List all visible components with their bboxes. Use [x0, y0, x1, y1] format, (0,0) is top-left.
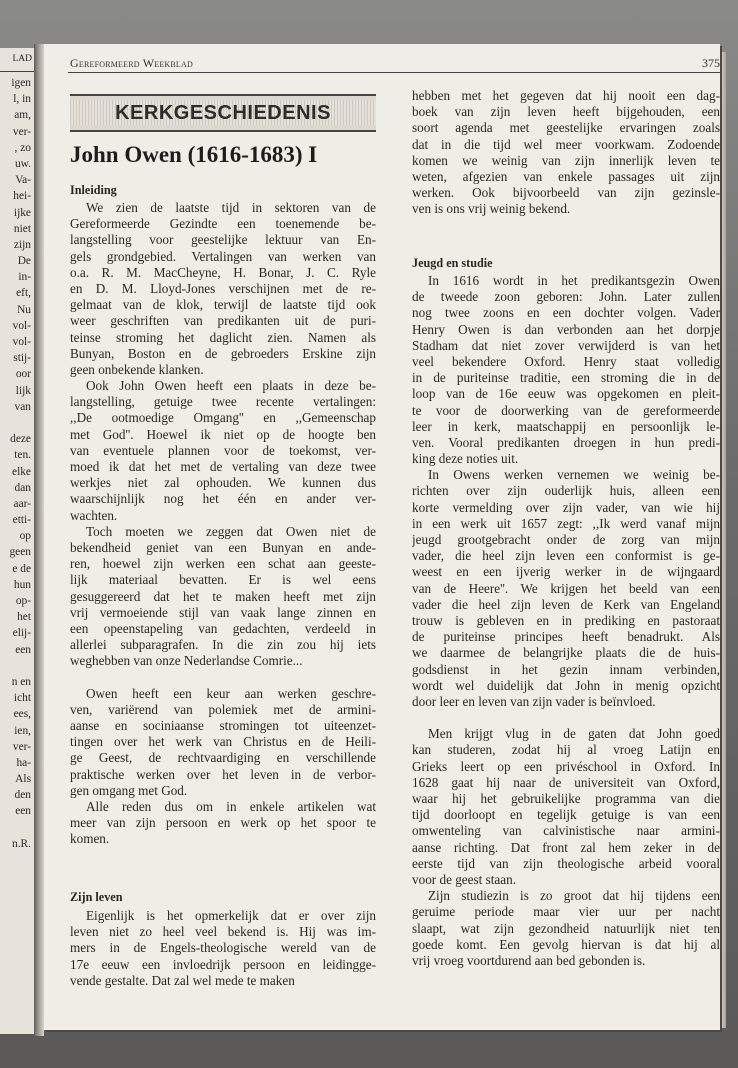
text-line: vrij vroeg voortdurend aan bed gebonden is.	[412, 952, 646, 968]
text-line: teinse stroming het daglicht zien. Namen als	[70, 329, 376, 345]
text-line: gelmaat van de klok, terwijl de laatste tijd ook	[70, 297, 376, 313]
left-column-text	[70, 200, 376, 848]
text-line: aanse en sociniaanse stromingen tot uiteenzet-	[70, 718, 376, 733]
previous-page-line: icht	[13, 692, 31, 705]
text-line: door leer en leven van zijn vader is beïnvloed.	[412, 693, 656, 709]
text-line: lijk materiaal bevatten. Er is wel eens	[70, 572, 376, 588]
text-line: waarschijnlijk nog het één en ander ver-	[70, 491, 376, 507]
article-title: John Owen (1616-1683) I	[70, 142, 318, 167]
paragraph	[70, 686, 376, 799]
text-line: tingen over het werk van Christus en de Heili-	[70, 734, 376, 750]
previous-page-line: ver-	[12, 125, 31, 138]
previous-page-line: zijn	[13, 238, 31, 251]
paragraph	[70, 200, 376, 378]
previous-page-line: geen	[9, 546, 31, 559]
text-line: slaapt, wat zijn gezondheid natuurlijk niet ten	[412, 920, 720, 936]
text-line: hebben met het gegeven dat hij nooit een dag-	[412, 88, 720, 103]
text-line: Zijn studiezin is zo groot dat hij tijdens een	[428, 888, 720, 904]
text-line: Grieks leert op een privéschool in Oxford. In	[412, 758, 720, 774]
text-line: meer van zijn persoon en werk op het spoor te	[70, 815, 376, 831]
text-line: gen omgang met God.	[70, 782, 188, 798]
text-line: We zien de laatste tijd in sektoren van de	[86, 200, 376, 215]
right-column-text-2	[412, 273, 720, 969]
previous-page-line: niet	[13, 222, 31, 235]
text-line: komen we weinig van zijn innerlijk leven te	[412, 152, 720, 168]
text-line: weten, afgezien van enkele passages uit zijn	[412, 168, 720, 184]
previous-page-line: een	[15, 643, 31, 656]
previous-page-line: in-	[18, 271, 31, 284]
previous-page-line: op	[19, 530, 31, 543]
text-line: tijd doorloopt en tegelijk getuige is van een	[412, 807, 720, 823]
previous-page-edge	[0, 48, 35, 1034]
previous-page-line: n en	[11, 675, 31, 688]
text-line: vende gestalte. Dat zal wel mede te maken	[70, 972, 295, 988]
previous-page-line: hei-	[13, 190, 31, 203]
header-rule	[68, 72, 720, 73]
previous-page-line: eft,	[16, 287, 31, 300]
paragraph	[412, 888, 720, 969]
previous-page-line: e de	[12, 562, 31, 575]
text-line: vader, die heel zijn leven een conformist is ge-	[412, 548, 720, 564]
text-line: gels grondgebied. Vertalingen van werken van	[70, 248, 376, 264]
paragraph	[70, 799, 376, 848]
paragraph	[70, 378, 376, 524]
text-line: moed ik dat het met de vertaling van deze twee	[70, 459, 376, 474]
previous-page-line: igen	[11, 77, 31, 89]
text-line: Owen heeft een keur aan werken geschre-	[86, 685, 376, 701]
paragraph	[70, 908, 376, 989]
right-column-text	[412, 88, 720, 218]
text-line: wachten.	[70, 507, 118, 523]
previous-page-line: Als	[15, 773, 31, 786]
magazine-page	[44, 44, 720, 1030]
previous-page-line: hun	[13, 578, 31, 591]
text-line: wordt wel duidelijk dat John in menig opzicht	[412, 677, 720, 693]
text-line: komen.	[70, 831, 110, 847]
text-line: Bunyan, Boston en de gebroeders Erskine zijn	[70, 345, 376, 361]
publication-title: Gereformeerd Weekblad	[70, 56, 193, 70]
previous-page-line: het	[17, 611, 31, 624]
text-line: en D. M. Lloyd-Jones verschijnen met de re-	[70, 280, 376, 296]
previous-page-line: ees,	[13, 708, 31, 721]
text-line: de tweede zoon geboren: John. Later zullen	[412, 289, 720, 305]
previous-page-line: ten.	[14, 449, 31, 462]
text-line: In Owens werken vernemen we weinig be-	[428, 467, 720, 483]
previous-page-line: op-	[15, 595, 31, 607]
page-number: 375	[702, 56, 720, 70]
text-line: korte vermelding over zijn vader, van wie hij	[412, 499, 720, 515]
text-line: aanse richting. Dat front zal hem zeker in de	[412, 839, 720, 855]
text-line: van eventuele plannen voor de toekomst, ver-	[70, 442, 376, 458]
text-line: vader die heel zijn leven de Kerk van Engeland	[412, 596, 720, 612]
text-line: ven is ons vrij weinig bekend.	[412, 201, 571, 217]
text-line: ven. Vooral predikanten droegen in hun predi-	[412, 434, 720, 450]
text-line: Men krijgt vlug in de gaten dat John goed	[428, 726, 720, 742]
text-line: boek van zijn leven heeft bijgehouden, een	[412, 104, 720, 120]
text-line: ,,De ootmoedige Omgang'' en ,,Gemeenschap	[70, 410, 376, 426]
text-line: ven, variërend van polemiek met de armini-	[70, 701, 376, 717]
previous-page-line: oor	[15, 368, 31, 381]
previous-page-line: Nu	[17, 303, 31, 316]
text-line: leven niet zo heel veel bekend is. Hij was im-	[70, 924, 376, 940]
text-line: werken. Ook bijvoorbeeld van zijn gezinsle-	[412, 185, 720, 201]
text-line: dat in die tijd wel meer voorkwam. Zodoende	[412, 136, 720, 152]
text-line: jeugd grootgebracht onder de zorg van mijn	[412, 532, 720, 547]
text-line: vrij vermoeiende stijl van vaak lange zinnen en	[70, 604, 376, 620]
text-line: kan studeren, zodat hij al vroeg Latijn en	[412, 742, 720, 758]
text-line: soort agenda met geestelijke ervaringen zoals	[412, 120, 720, 136]
text-line: loop van de 16e eeuw was opgekomen en pleit-	[412, 386, 720, 402]
text-line: geen onbekende klanken.	[70, 361, 204, 377]
text-line: 17e eeuw een invloedrijk persoon en leidingge-	[70, 956, 376, 972]
paragraph	[412, 726, 720, 888]
text-line: weest en een ijverig werker in de wijngaard	[412, 564, 720, 580]
paragraph	[412, 467, 720, 710]
text-line: godsdienst in het gezin innam verbinden,	[412, 661, 720, 677]
text-line: we daarmee de belangrijke plaats die de huis-	[412, 645, 720, 661]
paragraph	[412, 273, 720, 467]
text-line: geruime periode maar vier uur per nacht	[412, 904, 720, 920]
previous-page-line: dan	[14, 481, 31, 494]
paragraph-gap	[70, 669, 376, 685]
text-line: veel bekendere Oxford. Henry staat volledig	[412, 353, 720, 369]
text-line: van de Heere''. We krijgen het beeld van een	[412, 580, 720, 596]
text-line: nog twee zoons en een dochter volgen. Vader	[412, 305, 720, 321]
previous-page-line: n.R.	[12, 837, 31, 850]
previous-page-text	[0, 75, 31, 852]
paragraph-gap	[412, 710, 720, 726]
previous-page-line	[0, 658, 31, 674]
previous-page-line: deze	[10, 433, 31, 446]
text-line: in de puriteinse traditie, een stroming die in de	[412, 370, 720, 386]
previous-page-line: ien,	[14, 724, 31, 737]
previous-page-line: elij-	[12, 627, 31, 640]
previous-page-line: ijke	[13, 206, 31, 219]
paragraph	[70, 524, 376, 670]
subheading-inleiding: Inleiding	[70, 183, 117, 197]
previous-page-line: ver-	[12, 740, 31, 753]
previous-page-line: aar-	[13, 497, 31, 510]
text-line: Alle reden dus om in enkele artikelen wat	[86, 798, 376, 814]
text-line: gesuggereerd dat het te maken heeft met zijn	[70, 588, 376, 604]
text-line: bekendheid geniet van een Bunyan en ande-	[70, 539, 376, 555]
text-line: Stadham dat niet zover verwijderd is van het	[412, 337, 720, 353]
text-line: ge Geest, de rechtvaardiging en verschillende	[70, 750, 376, 766]
text-line: de puriteinse principes heeft benadrukt. Als	[412, 629, 720, 645]
text-line: Toch moeten we zeggen dat Owen niet de	[86, 523, 376, 539]
previous-page-line: ha-	[16, 756, 31, 769]
text-line: eerste tijd van zijn theologische arbeid vooral	[412, 855, 720, 871]
subheading-jeugd-en-studie: Jeugd en studie	[412, 256, 493, 270]
previous-page-line: , zo	[14, 141, 31, 154]
previous-page-line: stij-	[13, 352, 31, 365]
paragraph	[412, 88, 720, 218]
previous-page-line: vol-	[12, 319, 31, 332]
text-line: allerlei subparagrafen. In die zin zou hij iets	[70, 637, 376, 653]
text-line: weer geschriften van predikanten uit de puri-	[70, 313, 376, 329]
previous-page-line	[0, 820, 31, 836]
text-line: o.a. R. M. MacCheyne, H. Bonar, J. C. Ryle	[70, 264, 376, 280]
previous-page-line: Va-	[15, 174, 31, 187]
previous-page-line: van	[14, 400, 31, 413]
text-line: mers in de Engels-theologische wereld van de	[70, 940, 376, 956]
previous-page-line: den	[14, 789, 31, 802]
previous-page-line: lijk	[15, 384, 31, 397]
page-edge	[720, 52, 726, 1028]
text-line: voor de geest staan.	[412, 871, 516, 887]
previous-page-line: etti-	[12, 514, 31, 527]
text-line: een opeenstapeling van gedachten, verdeeld in	[70, 620, 376, 636]
text-line: in een werk uit 1657 zegt: ,,Ik werd vanaf mijn	[412, 515, 720, 531]
previous-page-line: elke	[12, 465, 31, 478]
section-label: KERKGESCHIEDENIS	[115, 102, 331, 124]
text-line: 1628 gaat hij naar de universiteit van Oxford,	[412, 774, 720, 790]
text-line: Ook John Owen heeft een plaats in deze be-	[86, 378, 376, 394]
text-line: richten over zijn ouderlijk huis, alleen een	[412, 483, 720, 499]
previous-page-line: am,	[14, 109, 31, 122]
text-line: waar hij het gebruikelijke programma van die	[412, 791, 720, 806]
left-column-text-2	[70, 908, 376, 989]
text-line: ren, hoewel zijn werken een schat aan geeste-	[70, 556, 376, 572]
text-line: leer in kerk, maatschappij en persoonlijk le-	[412, 418, 720, 434]
previous-page-line: vol-	[12, 336, 31, 348]
text-line: praktische werken over het leven in de verbor-	[70, 766, 376, 782]
previous-page-rule	[0, 71, 34, 72]
text-line: Gereformeerde Gezindte een toenemende be-	[70, 216, 376, 232]
text-line: goede komt. Een gevolg hiervan is dat hij al	[412, 936, 720, 952]
text-line: met God''. Hoewel ik niet op de hoogte ben	[70, 426, 376, 442]
previous-page-line	[0, 415, 31, 431]
text-line: trouw is gebleven en in prediking en pastoraat	[412, 612, 720, 628]
book-spine	[34, 44, 44, 1036]
previous-page-line: een	[15, 805, 31, 818]
previous-page-line: l, in	[13, 93, 31, 106]
text-line: langstelling, getuige twee recente vertalingen:	[70, 394, 376, 410]
subheading-zijn-leven: Zijn leven	[70, 890, 123, 904]
text-line: weghebben van onze Nederlandse Comrie...	[70, 653, 303, 669]
page-content	[70, 44, 720, 1030]
section-banner	[70, 94, 376, 132]
text-line: king deze noties uit.	[412, 451, 519, 467]
previous-page-line: uw.	[14, 157, 31, 170]
text-line: werkjes niet zal ophouden. We kunnen dus	[70, 475, 376, 491]
text-line: te voor de doorwerking van de gereformeerde	[412, 402, 720, 418]
text-line: langstelling voor geestelijke lektuur van En-	[70, 232, 376, 248]
previous-page-line: De	[17, 255, 31, 268]
text-line: Eigenlijk is het opmerkelijk dat er over zijn	[86, 908, 376, 923]
text-line: In 1616 wordt in het predikantsgezin Owen	[428, 273, 720, 288]
text-line: omwenteling van calvinistische naar armini-	[412, 823, 720, 839]
text-line: Henry Owen is dan verbonden aan het dorpje	[412, 321, 720, 337]
previous-page-header: LAD	[12, 54, 32, 64]
